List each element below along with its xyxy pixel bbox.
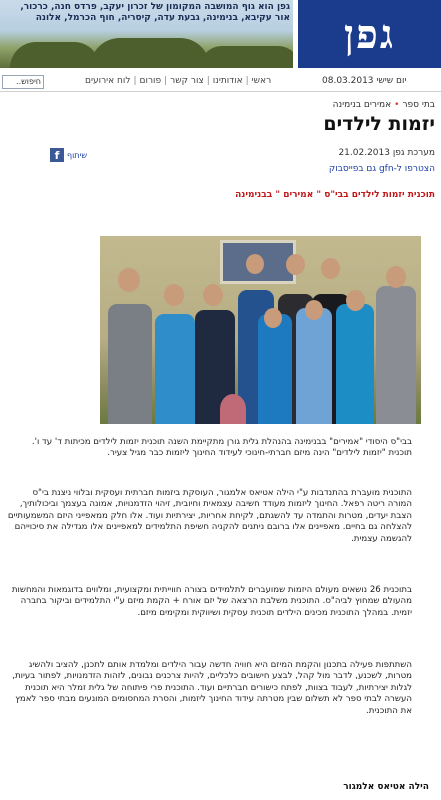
- header-tagline: גפן הוא גוף המושבה המקומון של זכרון יעקב, פרדס חנה, כרכור, אור עקיבא, בנימינה, גבעת עדה, קיסריה, חוף הכרמל, אלונה: [20, 2, 290, 23]
- article-paragraph-3: בתוכנית 26 נושאים מעולם היזמות שמועברים לתלמידים בצורה חווייתית ומקצועית, ומלווים בדוגמאות והמחשות מהעולם שמחוץ לביה"ס. התוכנית משלבת הרצאה של יזם אורח + הקמת מיזם ע"י התלמידים וביקור בחברה יזמית. במהלך התוכנית מכינים הילדים תוכנית עסקית ושיווקית ומקימים מיזם.: [11, 585, 412, 618]
- article-paragraph-4: השתתפות פעילה בתכנון והקמת המיזם היא חוויה חדשה עבור הילדים ומלמדת אותם לתכנן, להציב ולהשיג מטרות, לשכנע, לדבר מול קהל, לבצע חישובים כלכליים, להיות צרכנים נבונים, לזהות הזדמנויות, לפתור בעיות, לגלות יצירתיות, לעבוד בצוות, לפתח כישורים חברתיים ועוד. התוכנית פרי פיתוחה של גלית זמלר היא תוכנית העשרה לבתי ספר לא תשלום שבין מטרתה עידוד החינוך ליזמות, והסרת המחסומים המונעים מבתי ספר לאמץ את התוכנית.: [12, 660, 412, 716]
- header-banner: [0, 0, 293, 68]
- article-byline: מערכת גפן 21.02.2013: [338, 148, 435, 158]
- nav-separator: |: [206, 76, 210, 86]
- nav-links: [82, 76, 274, 86]
- nav-link-home[interactable]: ראשי: [251, 76, 272, 86]
- nav-separator: |: [133, 76, 137, 86]
- article-photo: [100, 236, 421, 424]
- logo-text: גפן: [343, 10, 396, 58]
- nav-link-contact[interactable]: צור קשר: [170, 76, 204, 86]
- search-input[interactable]: חיפוש..: [2, 75, 44, 89]
- breadcrumb: [333, 100, 435, 110]
- article-paragraph-2: התוכנית מועברת בהתנדבות ע"י הילה אטיאס אלמגור, העוסקת ביזמות חברתית ועסקית ובלווי ניצנת בי"ס המורה ריטה רפאל. החינוך ליזמות מעודד חשיבה עצמאית וחיובית, זיהוי הזדמנויות, אמונה בעצמך וביכולותיך, הצבת יעדים, מטרות והתמדה עד להשגתם, לקיחת אחריות, יצירתיות ועוד. אלו חלק ממאפייני היזם המשמעותיים להצלחה גם בחיים. מאפיינים אלו ברובם ניתנים להקניה חשיפת התלמידים למאפיינים אלו מגדילה את סיכוייהם להגשמה עצמית.: [7, 488, 412, 544]
- share-label: שיתוף: [67, 150, 88, 160]
- nav-separator: |: [245, 76, 249, 86]
- facebook-join-link[interactable]: הצטרפו ל-gfn גם בפייסבוק: [328, 164, 435, 174]
- breadcrumb-arrow-icon: •: [394, 100, 400, 110]
- current-date: יום שישי 08.03.2013: [322, 76, 407, 86]
- article-title: יזמות לילדים: [323, 113, 435, 135]
- nav-separator: |: [164, 76, 168, 86]
- article-subtitle: תוכנית יזמות לילדים בבי"ס " אמירים " בבנימינה: [235, 190, 435, 200]
- nav-link-forum[interactable]: פורום: [139, 76, 162, 86]
- breadcrumb-item-amirim[interactable]: אמירים בנימינה: [332, 100, 392, 110]
- share-button[interactable]: [50, 148, 87, 162]
- nav-link-about[interactable]: אודותינו: [212, 76, 243, 86]
- nav-link-events[interactable]: לוח אירועים: [85, 76, 131, 86]
- article-paragraph-1: בבי"ס היסודי "אמירים" בבנימינה בהנהלת גלית גורן מתקיימת השנה תוכנית יזמות לילדים מכיתות ד' עד ו'. תוכנית "יזמות לילדים" הינה מיזם חברתי-חינוכי לעידוד החינוך ליזמות כבר מגיל צעיר.: [31, 437, 412, 459]
- article-author: הילה אטיאס אלמגור: [343, 782, 429, 792]
- site-logo[interactable]: [298, 0, 441, 68]
- breadcrumb-item-schools[interactable]: בתי ספר: [402, 100, 435, 110]
- facebook-icon: f: [50, 148, 64, 162]
- nav-bar: [0, 75, 441, 92]
